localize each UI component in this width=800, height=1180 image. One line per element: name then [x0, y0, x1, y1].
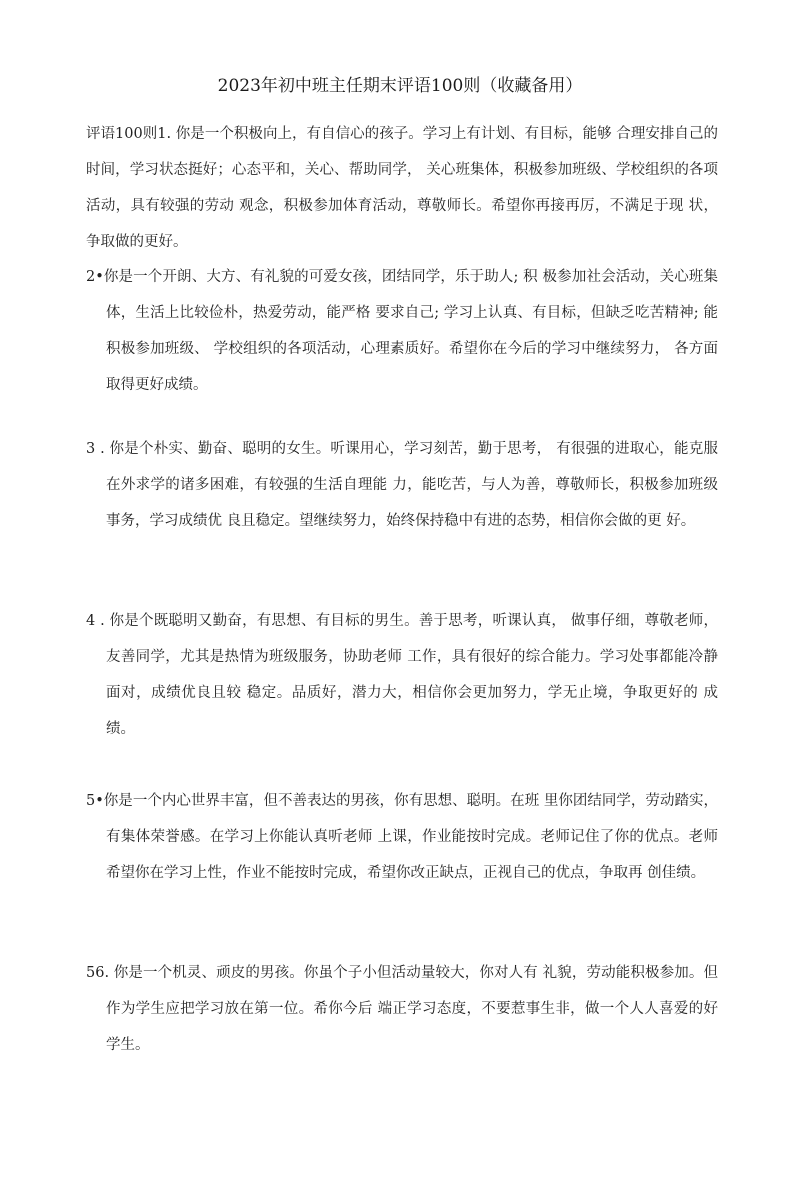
comment-entry-2: 2•你是一个开朗、大方、有礼貌的可爱女孩，团结同学，乐于助人; 积 极参加社会活动，关心班集体，生活上比较俭朴，热爱劳动，能严格 要求自己; 学习上认真、有目标，但缺乏吃苦精神; 能积极参加班级、 学校组织的各项活动，心理素质好。希望你在今后的学习中继续努力， 各方面取得更好成绩。 [86, 269, 718, 393]
comment-entry-3: 3 . 你是个朴实、勤奋、聪明的女生。听课用心，学习刻苦，勤于思考， 有很强的进取心，能克服在外求学的诸多困难，有较强的生活自理能 力，能吃苦，与人为善，尊敬师长，积极参加班级事务，学习成绩优 良且稳定。望继续努力，始终保持稳中有进的态势，相信你会做的更 好。 [86, 441, 718, 529]
comment-entry-5: 5•你是一个内心世界丰富，但不善表达的男孩，你有思想、聪明。在班 里你团结同学，劳动踏实，有集体荣誉感。在学习上你能认真听老师 上课，作业能按时完成。老师记住了你的优点。老师希望你在学习上性，作业不能按时完成，希望你改正缺点，正视自己的优点，争取再 创佳绩。 [86, 793, 718, 881]
comment-entry-6: 56. 你是一个机灵、顽皮的男孩。你虽个子小但活动量较大，你对人有 礼貌，劳动能积极参加。但作为学生应把学习放在第一位。希你今后 端正学习态度，不要惹事生非，做一个人人喜爱的好学生。 [86, 965, 718, 1053]
document-title: 2023年初中班主任期末评语100则（收藏备用） [217, 76, 583, 96]
comment-entry-1: 评语100则1. 你是一个积极向上，有自信心的孩子。学习上有计划、有目标，能够 合理安排自己的时间，学习状态挺好；心态平和，关心、帮助同学， 关心班集体，积极参加班级、学校组织的各项活动，具有较强的劳动 观念，积极参加体育活动，尊敬师长。希望你再接再厉，不满足于现 状，争取做的更好。 [86, 126, 718, 250]
comment-entry-4: 4 . 你是个既聪明又勤奋，有思想、有目标的男生。善于思考，听课认真， 做事仔细，尊敬老师，友善同学，尤其是热情为班级服务，协助老师 工作，具有很好的综合能力。学习处事都能冷静面对，成绩优良且较 稳定。品质好，潜力大，相信你会更加努力，学无止境，争取更好的 成绩。 [86, 613, 718, 737]
